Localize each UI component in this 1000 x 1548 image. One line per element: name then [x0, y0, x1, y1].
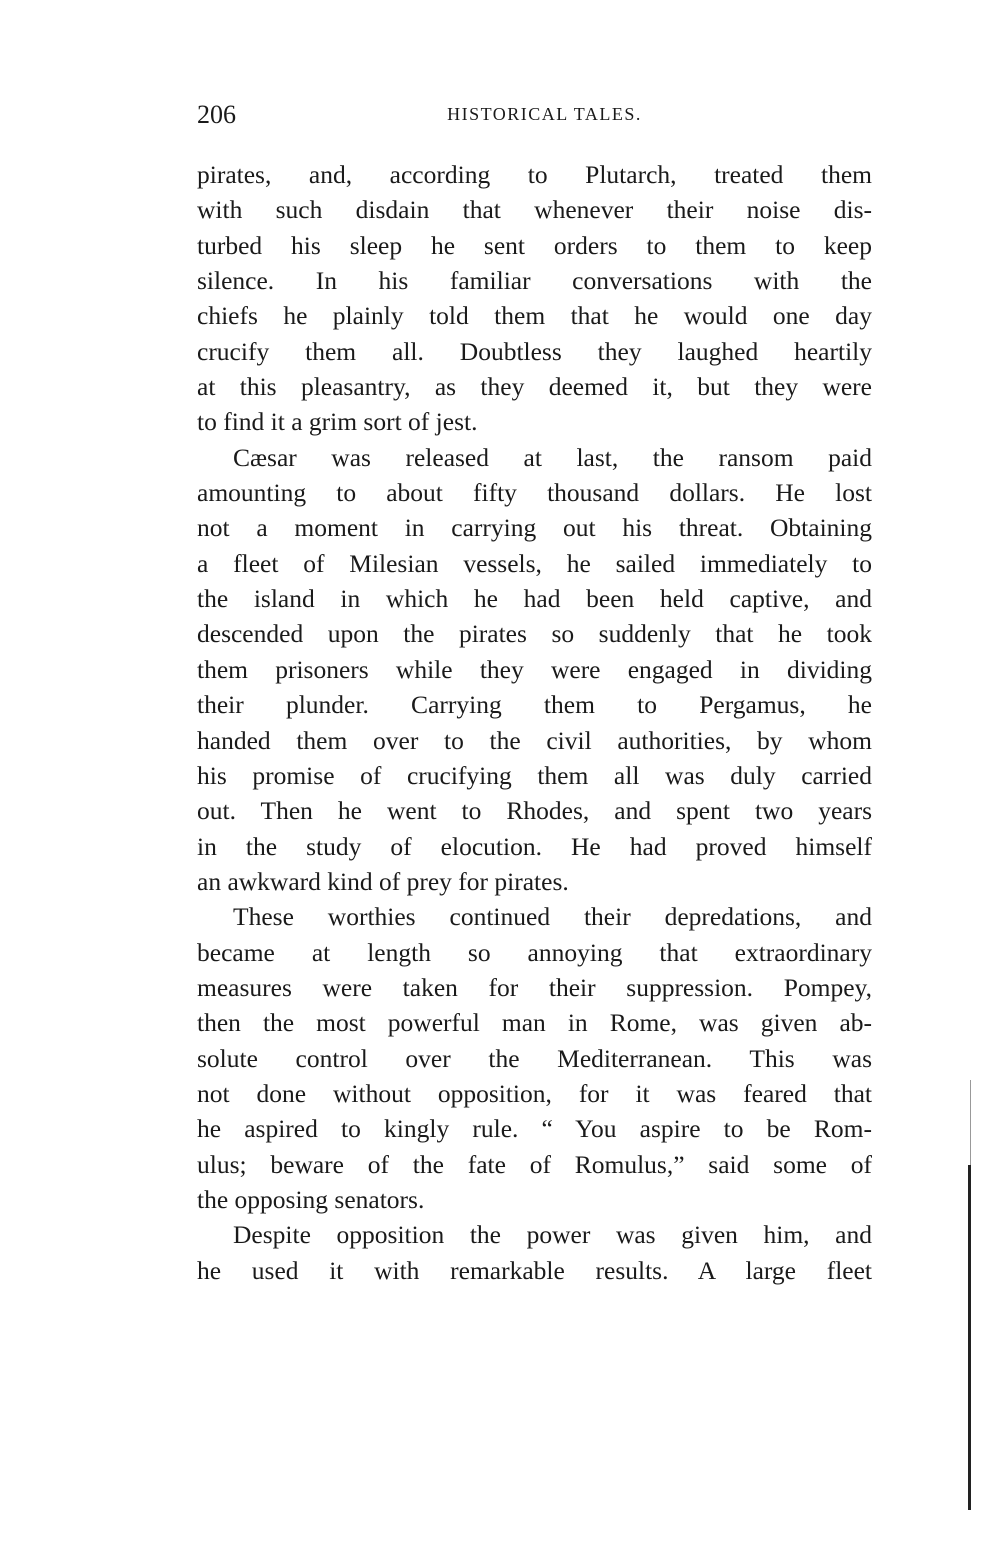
page-header	[197, 100, 872, 136]
paragraph	[197, 157, 872, 440]
running-title: HISTORICAL TALES.	[447, 104, 642, 124]
text-line: with such disdain that whenever their noise dis-	[197, 195, 872, 225]
text-line: chiefs he plainly told them that he would one day	[197, 301, 872, 331]
page-number: 206	[197, 100, 236, 129]
text-line: Cæsar was released at last, the ransom paid	[233, 442, 872, 472]
text-line: ulus; beware of the fate of Romulus,” said some of	[197, 1149, 872, 1179]
text-line: These worthies continued their depredations, and	[233, 902, 872, 932]
scan-edge-mark	[970, 1080, 971, 1165]
text-line: out. Then he went to Rhodes, and spent two years	[197, 796, 872, 826]
paragraph	[197, 899, 872, 1217]
text-line: turbed his sleep he sent orders to them to keep	[197, 230, 872, 260]
text-line: the opposing senators.	[197, 1184, 425, 1214]
text-line: silence. In his familiar conversations with the	[197, 266, 872, 296]
paragraph	[197, 1217, 872, 1288]
page-body	[197, 157, 872, 1288]
text-line: the island in which he had been held captive, and	[197, 584, 872, 614]
text-line: pirates, and, according to Plutarch, treated them	[197, 160, 872, 189]
text-line: he used it with remarkable results. A large fleet	[197, 1255, 872, 1285]
text-line: amounting to about fifty thousand dollars. He lost	[197, 478, 872, 508]
text-line: descended upon the pirates so suddenly that he took	[197, 619, 872, 649]
text-line: a fleet of Milesian vessels, he sailed immediately to	[197, 548, 872, 578]
text-line: in the study of elocution. He had proved himself	[197, 831, 872, 861]
text-line: then the most powerful man in Rome, was given ab-	[197, 1008, 872, 1038]
text-line: handed them over to the civil authorities, by whom	[197, 725, 872, 755]
text-line: Despite opposition the power was given him, and	[233, 1220, 872, 1250]
text-line: an awkward kind of prey for pirates.	[197, 866, 569, 896]
text-line: their plunder. Carrying them to Pergamus, he	[197, 690, 872, 720]
text-line: he aspired to kingly rule. “ You aspire to be Rom-	[197, 1114, 872, 1144]
text-line: not a moment in carrying out his threat. Obtaining	[197, 513, 872, 543]
text-line: crucify them all. Doubtless they laughed heartily	[197, 336, 872, 366]
text-line: became at length so annoying that extraordinary	[197, 937, 872, 967]
text-line: to find it a grim sort of jest.	[197, 407, 478, 437]
scan-edge-mark	[968, 1165, 971, 1510]
text-line: at this pleasantry, as they deemed it, but they were	[197, 372, 872, 402]
text-line: his promise of crucifying them all was duly carried	[197, 760, 872, 790]
text-line: them prisoners while they were engaged in dividing	[197, 654, 872, 684]
text-line: not done without opposition, for it was feared that	[197, 1078, 872, 1108]
text-line: measures were taken for their suppression. Pompey,	[197, 972, 872, 1002]
paragraph	[197, 440, 872, 899]
text-line: solute control over the Mediterranean. This was	[197, 1043, 872, 1073]
